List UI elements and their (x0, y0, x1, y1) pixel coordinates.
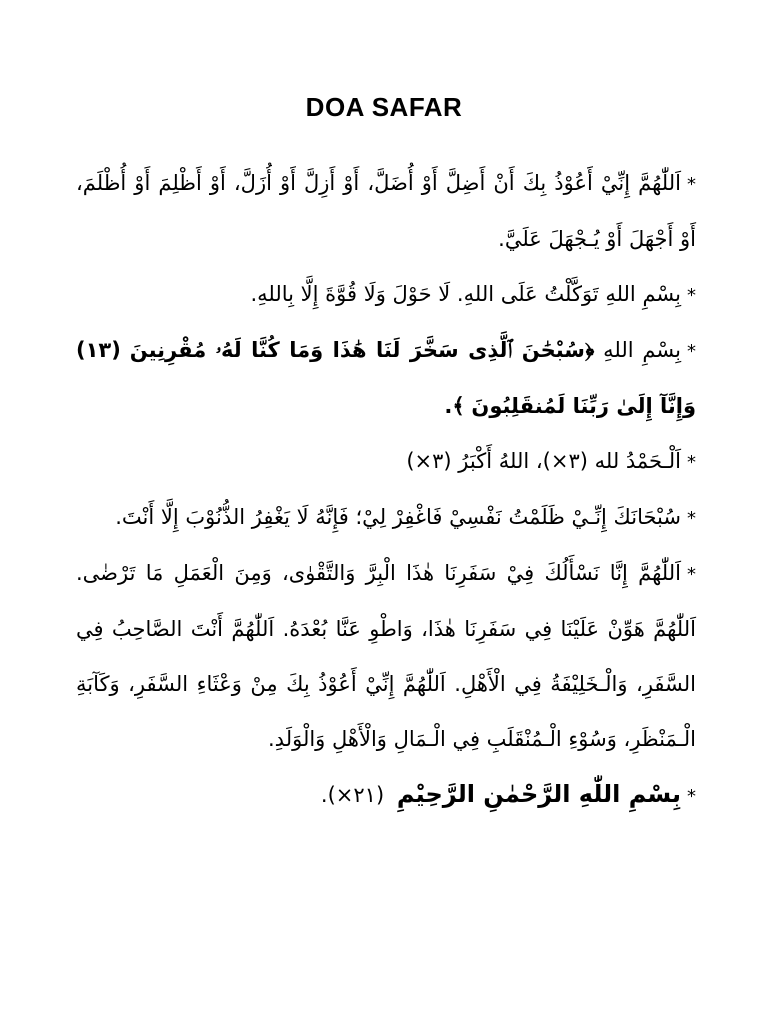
bullet-star: * (687, 786, 696, 807)
takbir-text: اللهُ أَكْبَرُ (458, 449, 530, 473)
quran-open-bracket: ﴿ (584, 338, 595, 362)
prayer-text-3-basmala: بِسْمِ اللهِ (603, 338, 681, 362)
quran-verse-14: وَإِنَّآ إِلَىٰ رَبِّنَا لَمُنقَلِبُونَ (471, 394, 696, 418)
bullet-star: * (687, 452, 696, 473)
bullet-star: * (687, 564, 696, 585)
tahmid-text: اَلْـحَمْدُ لله (594, 449, 681, 473)
prayer-text-6: اَللّٰهُمَّ إِنَّا نَسْأَلُكَ فِيْ سَفَرِنَا هٰذَا الْبِرَّ وَالتَّقْوٰى، وَمِنَ الْعَمَلِ مَا تَرْضٰى. اَللّٰهُمَّ هَوِّنْ عَلَيْنَا فِي سَفَرِنَا هٰذَا، وَاطْوِ عَنَّا بُعْدَهُ. اَللّٰهُمَّ أَنْتَ الصَّاحِبُ فِي السَّفَرِ، وَالْـخَلِيْفَةُ فِي الْأَهْلِ. اَللّٰهُمَّ إِنِّيْ أَعُوْذُ بِكَ مِنْ وَعْثَاءِ السَّفَرِ، وَكَآبَةِ الْـمَنْظَرِ، وَسُوْءِ الْـمُنْقَلَبِ فِي الْـمَالِ وَالْأَهْلِ وَالْوَلَدِ. (76, 561, 696, 751)
prayer-paragraph-5 (76, 490, 696, 546)
prayer-paragraph-2 (76, 267, 696, 323)
bullet-star: * (687, 174, 696, 195)
prayer-paragraph-7 (76, 767, 696, 824)
prayer-text-1: اَللّٰهُمَّ إِنِّيْ أَعُوْذُ بِكَ أَنْ أَضِلَّ أَوْ أُضَلَّ، أَوْ أَزِلَّ أَوْ أُزَلَّ، أَوْ أَظْلِمَ أَوْ أُظْلَمَ، أَوْ أَجْهَلَ أَوْ يُـجْهَلَ عَلَيَّ. (76, 171, 696, 251)
quran-verse-13: سُبْحَٰنَ ٱلَّذِى سَخَّرَ لَنَا هَٰذَا وَمَا كُنَّا لَهُۥ مُقْرِنِينَ (129, 338, 585, 362)
page-title: DOA SAFAR (305, 92, 463, 122)
bullet-star: * (687, 508, 696, 529)
prayer-paragraph-6 (76, 546, 696, 767)
prayer-paragraph-1 (76, 156, 696, 267)
quran-close-bracket: ﴾. (444, 394, 465, 418)
prayer-text-5: سُبْحَانَكَ إِنِّـيْ ظَلَمْتُ نَفْسِيْ فَاغْفِرْ لِيْ؛ فَإِنَّهُ لَا يَغْفِرُ الذُّنُوْبَ إِلَّا أَنْتَ. (115, 505, 681, 529)
tahmid-repetition: (٣×)، (535, 449, 588, 473)
bullet-star: * (687, 285, 696, 306)
takbir-repetition: (٣×) (406, 449, 452, 473)
prayer-text-2: بِسْمِ اللهِ تَوَكَّلْتُ عَلَى اللهِ. لَا حَوْلَ وَلَا قُوَّةَ إِلَّا بِاللهِ. (250, 282, 681, 306)
bullet-star: * (686, 341, 696, 362)
prayer-paragraph-4 (76, 434, 696, 490)
bismillah-calligraphy: بِسْمِ اللّٰهِ الرَّحْمٰنِ الرَّحِيْمِ (396, 780, 681, 808)
prayer-paragraph-3 (76, 323, 696, 434)
prayer-text (76, 156, 696, 824)
bismillah-repetition: (٢١×). (320, 783, 385, 807)
ayah-number-13: (١٣) (76, 338, 121, 362)
